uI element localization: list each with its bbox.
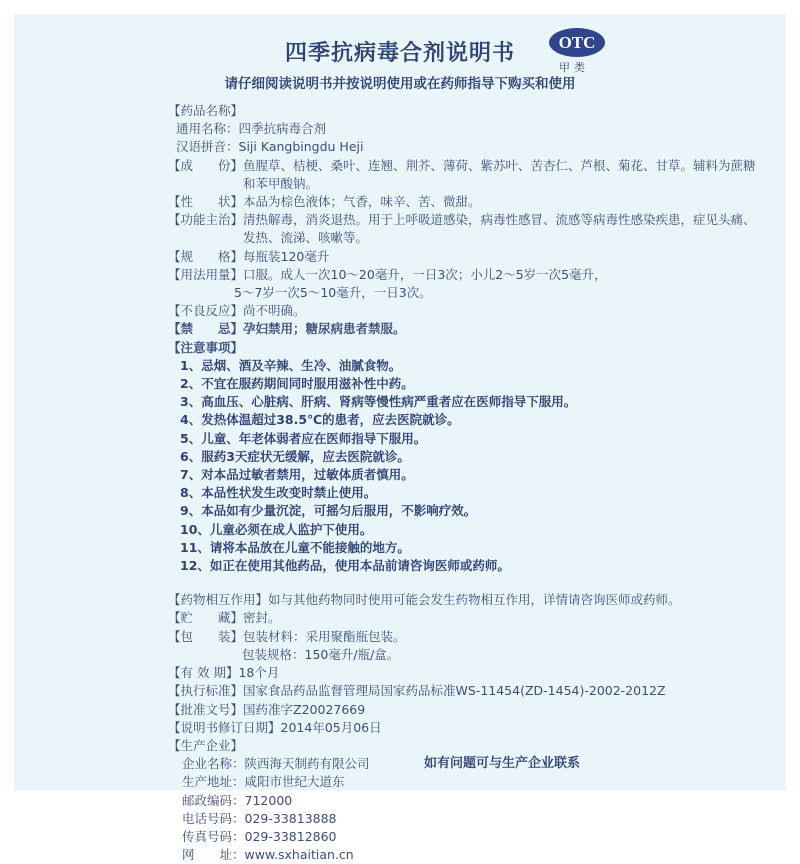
phone-label: 电话号码： bbox=[182, 810, 245, 826]
precaution-item: 6、服药3天症状无缓解，应去医院就诊。 bbox=[180, 448, 410, 464]
properties-label: 【性 状】 bbox=[168, 194, 244, 210]
common-name-label: 通用名称： bbox=[176, 121, 239, 137]
precaution-item: 1、忌烟、酒及辛辣、生冷、油腻食物。 bbox=[180, 357, 402, 373]
revision-date-label: 【说明书修订日期】 bbox=[168, 719, 281, 735]
reading-instruction: 请仔细阅读说明书并按说明使用或在药师指导下购买和使用 bbox=[224, 76, 576, 92]
postcode-row bbox=[168, 792, 768, 810]
phone-value: 029-33813888 bbox=[244, 810, 337, 826]
ingredients-row bbox=[168, 157, 768, 193]
fax-row bbox=[168, 828, 768, 846]
properties-value: 本品为棕色液体；气香，味辛、苦、微甜。 bbox=[243, 194, 481, 210]
contraindications-value: 孕妇禁用；糖尿病患者禁服。 bbox=[243, 321, 406, 337]
phone-row bbox=[168, 810, 768, 828]
indications-row bbox=[168, 211, 768, 247]
revision-date-row bbox=[168, 719, 768, 737]
contact-manufacturer-note: 如有问题可与生产企业联系 bbox=[424, 756, 581, 771]
specification-label: 【规 格】 bbox=[168, 248, 244, 264]
precaution-item: 9、本品如有少量沉淀，可摇匀后服用，不影响疗效。 bbox=[180, 503, 477, 519]
ingredients-value: 鱼腥草、桔梗、桑叶、连翘、荆芥、薄荷、紫苏叶、苦杏仁、芦根、菊花、甘草。辅料为蔗糖和苯甲酸钠。 bbox=[243, 157, 756, 191]
specification-value: 每瓶装120毫升 bbox=[243, 248, 330, 264]
address-label: 生产地址： bbox=[182, 774, 245, 790]
pinyin-value: Siji Kangbingdu Heji bbox=[238, 139, 364, 155]
storage-row bbox=[168, 609, 768, 627]
validity-row bbox=[168, 664, 768, 682]
package-row bbox=[168, 628, 768, 646]
approval-label: 【批准文号】 bbox=[168, 701, 244, 717]
dosage-row-continued bbox=[168, 284, 768, 302]
dosage-value: 口服。成人一次10～20毫升，一日3次；小儿2～5岁一次5毫升， bbox=[243, 266, 607, 282]
storage-label: 【贮 藏】 bbox=[168, 610, 244, 626]
package-size: 包装规格：150毫升/瓶/盒。 bbox=[242, 646, 400, 662]
indications-value: 清热解毒，消炎退热。用于上呼吸道感染，病毒性感冒、流感等病毒性感染疾患，症见头痛、发热、流涕、咳嗽等。 bbox=[243, 212, 756, 246]
validity-value: 18个月 bbox=[238, 665, 280, 681]
dosage-label: 【用法用量】 bbox=[168, 266, 244, 282]
precaution-item: 4、发热体温超过38.5℃的患者，应去医院就诊。 bbox=[180, 412, 460, 428]
postcode-value: 712000 bbox=[244, 792, 293, 808]
properties-row bbox=[168, 193, 768, 211]
otc-badge-icon: OTC bbox=[549, 28, 605, 57]
address-value: 咸阳市世纪大道东 bbox=[244, 774, 345, 790]
precaution-item: 10、儿童必须在成人监护下使用。 bbox=[180, 521, 373, 537]
leaflet-content bbox=[168, 102, 768, 864]
precautions-heading: 【注意事项】 bbox=[168, 339, 244, 355]
pinyin-label: 汉语拼音： bbox=[176, 139, 239, 155]
standard-label: 【执行标准】 bbox=[168, 683, 244, 699]
ingredients-label: 【成 份】 bbox=[168, 157, 244, 173]
precaution-item: 12、如正在使用其他药品，使用本品前请咨询医师或药师。 bbox=[180, 558, 510, 574]
standard-value: 国家食品药品监督管理局国家药品标准WS-11454(ZD-1454)-2002-2012Z bbox=[243, 683, 666, 699]
precaution-item: 11、请将本品放在儿童不能接触的地方。 bbox=[180, 539, 410, 555]
revision-date-value: 2014年05月06日 bbox=[280, 719, 382, 735]
precaution-item: 2、不宜在服药期间同时服用滋补性中药。 bbox=[180, 376, 414, 392]
specification-row bbox=[168, 248, 768, 266]
fax-label: 传真号码： bbox=[182, 828, 245, 844]
manufacturer-heading: 【生产企业】 bbox=[168, 737, 244, 753]
dosage-value-line2: 5～7岁一次5～10毫升，一日3次。 bbox=[234, 285, 432, 301]
package-material: 包装材料：采用聚酯瓶包装。 bbox=[243, 628, 406, 644]
fax-value: 029-33812860 bbox=[244, 828, 337, 844]
dosage-row bbox=[168, 266, 768, 284]
company-name-label: 企业名称： bbox=[182, 756, 245, 772]
contraindications-label: 【禁 忌】 bbox=[168, 321, 244, 337]
precaution-item: 8、本品性状发生改变时禁止使用。 bbox=[180, 485, 377, 501]
company-name-value: 陕西海天制药有限公司 bbox=[244, 756, 370, 772]
adverse-reactions-row bbox=[168, 302, 768, 320]
validity-label: 【有 效 期】 bbox=[168, 665, 239, 681]
indications-label: 【功能主治】 bbox=[168, 212, 244, 228]
document-title: 四季抗病毒合剂说明书 bbox=[284, 41, 515, 66]
precaution-item: 7、对本品过敏者禁用，过敏体质者慎用。 bbox=[180, 467, 414, 483]
pinyin-row bbox=[168, 138, 768, 156]
approval-row bbox=[168, 701, 768, 719]
adverse-reactions-value: 尚不明确。 bbox=[243, 303, 306, 319]
storage-value: 密封。 bbox=[243, 610, 281, 626]
interactions-row bbox=[168, 591, 768, 609]
contraindications-row bbox=[168, 320, 768, 338]
precaution-item: 5、儿童、年老体弱者应在医师指导下服用。 bbox=[180, 430, 427, 446]
website-label: 网 址： bbox=[182, 847, 245, 863]
common-name-value: 四季抗病毒合剂 bbox=[238, 121, 327, 137]
postcode-label: 邮政编码： bbox=[182, 792, 245, 808]
approval-value: 国药准字Z20027669 bbox=[243, 701, 366, 717]
common-name-row bbox=[168, 120, 768, 138]
package-row-continued bbox=[168, 646, 768, 664]
website-value: www.sxhaitian.cn bbox=[244, 847, 354, 863]
adverse-reactions-label: 【不良反应】 bbox=[168, 303, 244, 319]
website-row bbox=[168, 846, 768, 864]
standard-row bbox=[168, 682, 768, 700]
interactions-value: 如与其他药物同时使用可能会发生药物相互作用，详情请咨询医师或药师。 bbox=[268, 592, 681, 608]
drug-name-heading: 【药品名称】 bbox=[168, 103, 244, 118]
interactions-label: 【药物相互作用】 bbox=[168, 592, 269, 608]
section-gap bbox=[168, 575, 768, 591]
otc-class-label: 甲类 bbox=[559, 61, 589, 74]
package-label: 【包 装】 bbox=[168, 628, 244, 644]
address-row bbox=[168, 773, 768, 791]
precaution-item: 3、高血压、心脏病、肝病、肾病等慢性病严重者应在医师指导下服用。 bbox=[180, 394, 577, 410]
